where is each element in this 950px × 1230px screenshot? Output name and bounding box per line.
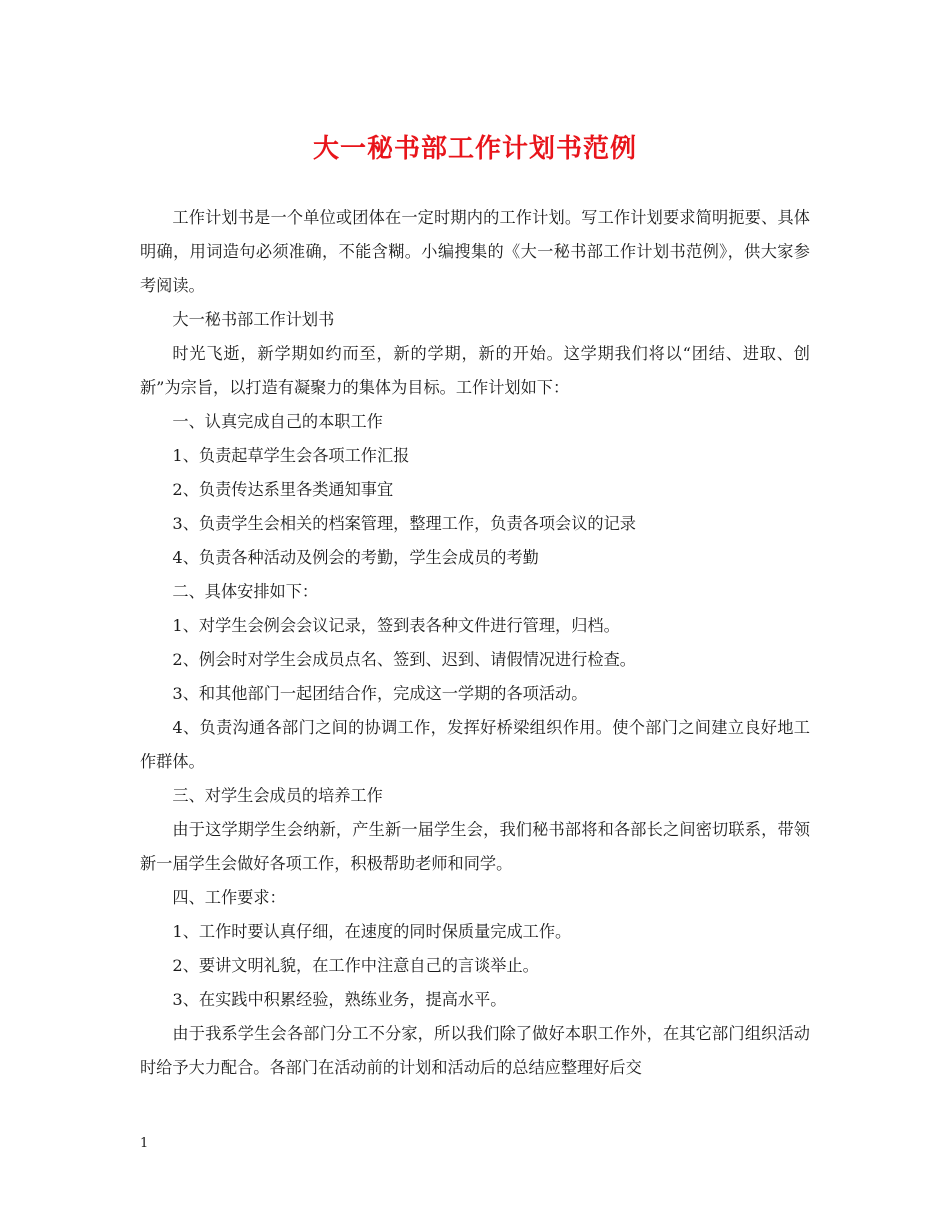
section-heading-3: 三、对学生会成员的培养工作 xyxy=(172,786,383,805)
page-number: 1 xyxy=(140,1136,149,1151)
list-item: 2、负责传达系里各类通知事宜 xyxy=(172,480,394,499)
list-item: 3、在实践中积累经验，熟练业务，提高水平。 xyxy=(172,990,507,1009)
list-item: 4、负责各种活动及例会的考勤，学生会成员的考勤 xyxy=(172,548,539,567)
list-item: 4、负责沟通各部门之间的协调工作，发挥好桥梁组织作用。使个部门之间建立良好地工作群体。 xyxy=(140,718,810,771)
list-item: 3、负责学生会相关的档案管理，整理工作，负责各项会议的记录 xyxy=(172,514,636,533)
section-heading-1: 一、认真完成自己的本职工作 xyxy=(172,412,383,431)
document-title: 大一秘书部工作计划书范例 xyxy=(312,134,637,164)
section-heading-2: 二、具体安排如下： xyxy=(172,582,319,601)
list-item: 3、和其他部门一起团结合作，完成这一学期的各项活动。 xyxy=(172,684,588,703)
paragraph-body: 由于我系学生会各部门分工不分家，所以我们除了做好本职工作外，在其它部门组织活动时给予大力配合。各部门在活动前的计划和活动后的总结应整理好后交 xyxy=(140,1024,810,1077)
list-item: 1、负责起草学生会各项工作汇报 xyxy=(172,446,410,465)
section-heading-4: 四、工作要求： xyxy=(172,888,286,907)
list-item: 2、要讲文明礼貌，在工作中注意自己的言谈举止。 xyxy=(172,956,539,975)
paragraph-body: 由于这学期学生会纳新，产生新一届学生会，我们秘书部将和各部长之间密切联系，带领新一届学生会做好各项工作，积极帮助老师和同学。 xyxy=(140,820,810,873)
list-item: 1、对学生会例会会议记录，签到表各种文件进行管理，归档。 xyxy=(172,616,620,635)
paragraph-intro: 工作计划书是一个单位或团体在一定时期内的工作计划。写工作计划要求简明扼要、具体明确，用词造句必须准确，不能含糊。小编搜集的《大一秘书部工作计划书范例》，供大家参考阅读。 xyxy=(140,208,810,295)
document-body xyxy=(140,201,810,1085)
list-item: 2、例会时对学生会成员点名、签到、迟到、请假情况进行检查。 xyxy=(172,650,636,669)
list-item: 1、工作时要认真仔细，在速度的同时保质量完成工作。 xyxy=(172,922,572,941)
paragraph-opening: 时光飞逝，新学期如约而至，新的学期，新的开始。这学期我们将以“团结、进取、创新”为宗旨，以打造有凝聚力的集体为目标。工作计划如下： xyxy=(140,344,810,397)
paragraph-subtitle: 大一秘书部工作计划书 xyxy=(172,310,335,329)
